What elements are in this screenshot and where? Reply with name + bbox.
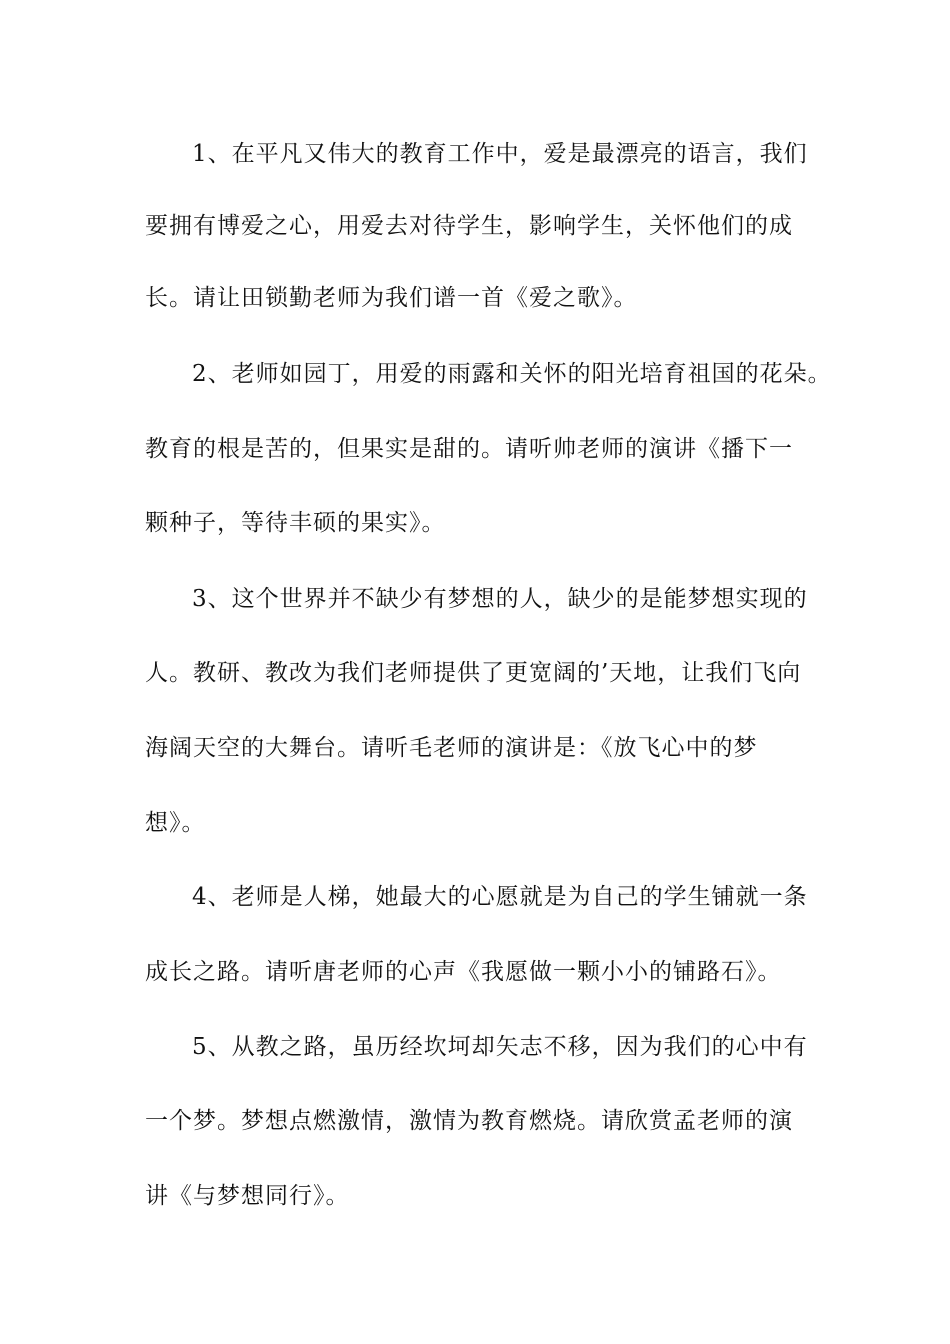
paragraph-5-line-2: 一个梦。梦想点燃激情，激情为教育燃烧。请欣赏孟老师的演 [145,1108,793,1134]
paragraph-4-line-1: 4、老师是人梯，她最大的心愿就是为自己的学生铺就一条 [192,884,808,910]
paragraph-3-line-3: 海阔天空的大舞台。请听毛老师的演讲是：《放飞心中的梦 [145,735,758,761]
paragraph-5-line-1: 5、从教之路，虽历经坎坷却矢志不移，因为我们的心中有 [192,1034,808,1060]
paragraph-2-line-1: 2、老师如园丁，用爱的雨露和关怀的阳光培育祖国的花朵。 [192,361,832,387]
paragraph-1-line-1: 1、在平凡又伟大的教育工作中，爱是最漂亮的语言，我们 [192,141,808,167]
paragraph-1-line-2: 要拥有博爱之心，用爱去对待学生，影响学生，关怀他们的成 [145,213,793,239]
paragraph-3-line-1: 3、这个世界并不缺少有梦想的人，缺少的是能梦想实现的 [192,586,808,612]
paragraph-2-line-3: 颗种子，等待丰硕的果实》。 [145,510,446,536]
paragraph-2-line-2: 教育的根是苦的，但果实是甜的。请听帅老师的演讲《播下一 [145,436,793,462]
paragraph-4-line-2: 成长之路。请听唐老师的心声《我愿做一颗小小的铺路石》。 [145,959,782,985]
paragraph-1-line-3: 长。请让田锁勤老师为我们谱一首《爱之歌》。 [145,285,638,311]
paragraph-5-line-3: 讲《与梦想同行》。 [145,1183,350,1209]
paragraph-3-line-4: 想》。 [145,810,206,836]
paragraph-3-line-2: 人。教研、教改为我们老师提供了更宽阔的’天地，让我们飞向 [145,660,802,686]
